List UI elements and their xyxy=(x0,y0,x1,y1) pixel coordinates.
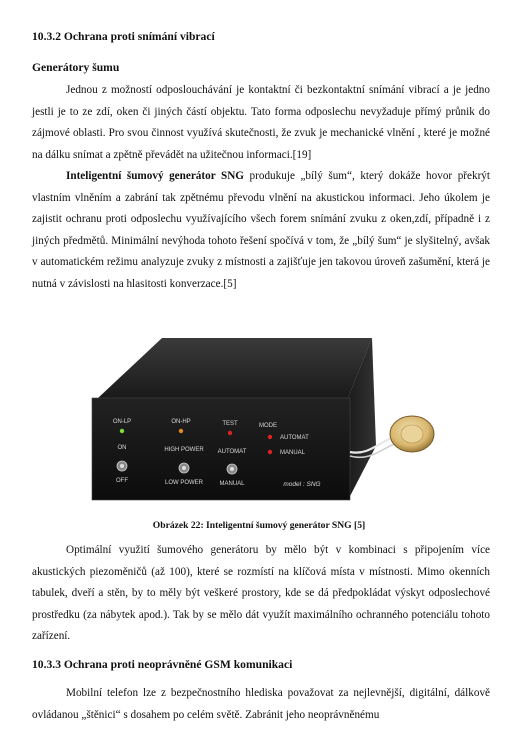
led-label-test: TEST xyxy=(222,421,238,427)
mode-manual-label: MANUAL xyxy=(280,450,306,456)
sng-device-image xyxy=(80,328,440,508)
switch-mode-automat-label: AUTOMAT xyxy=(217,449,247,455)
led-label-on-hp: ON-HP xyxy=(171,419,191,425)
paragraph-piezo: Optimální využití šumového generátoru by mělo být v kombinaci s připojením více akustických piezoměničů (až 100), které se rozmístí na klíčová místa v místnosti. Mimo okenních tabulek, dveří a stěn, by to měly být veškeré prostory, kde se dá předpokládat výskyt odposlechové prostředku (za nábytek apod.). Tak by se mělo dát využít maximálního ochranného potenciálu tohoto zařízení. xyxy=(32,544,490,642)
sng-description: produkuje „bílý šum“, který dokáže hovor překrýt vlastním vlněním a zabrání tak zpětnému převodu vlnění na akustickou informaci. Jeho úkolem je zajistit ochranu proti odposlechu využívajícího všech forem snímání zvuku z oken,zdí, případně i z jiných předmětů. Minimální nevýhoda tohoto řešení spočívá v tom, že „bílý šum“ je slyšitelný, avšak v automatickém režimu analyzuje zvuky z místnosti a zajišťuje jen takovou úroveň zašumění, která je nutná v závislosti na hlasitosti konverzace.[5] xyxy=(32,170,491,290)
toggle-switch-level xyxy=(179,463,189,473)
device-top-face xyxy=(98,338,372,398)
switch-power-on-label: ON xyxy=(117,445,127,451)
subsection-heading: Generátory šumu xyxy=(32,61,120,74)
led-automat xyxy=(268,435,272,439)
paragraph-gsm: Mobilní telefon lze z bezpečnostního hlediska považovat za nejlevnější, digitální, dálkově ovládanou „štěnici“ s dosahem po celém světě. Zabránit jeho neoprávněnému xyxy=(32,687,490,721)
section-heading-10-3-3: 10.3.3 Ochrana proti neoprávněné GSM komunikaci xyxy=(32,658,293,671)
figure-caption: Obrázek 22: Inteligentní šumový generátor SNG [5] xyxy=(152,520,366,531)
led-test xyxy=(228,431,232,435)
paragraph-vibrations: Jednou z možností odposlouchávání je kontaktní či bezkontaktní snímání vibrací a je jedno jestli je to ze zdí, oken či jiných částí objektu. Tato forma odposlechu nevyžaduje přímý průnik do zájmové oblasti. Pro svou činnost využívá skutečnosti, že zvuk je mechanické vlnění , které je možné na dálku snímat a zpětně převádět na užitečnou informaci.[19] xyxy=(32,84,490,161)
switch-mode-manual-label: MANUAL xyxy=(219,481,245,487)
mode-label: MODE xyxy=(259,423,277,429)
led-on-hp xyxy=(179,429,183,433)
switch-power-off-label: OFF xyxy=(116,478,128,484)
section-heading-10-3-2: 10.3.2 Ochrana proti snímání vibrací xyxy=(32,30,215,43)
led-on-lp xyxy=(120,429,124,433)
sng-name: Inteligentní šumový generátor SNG xyxy=(66,170,245,182)
switch-level-low-label: LOW POWER xyxy=(164,480,204,486)
toggle-switch-power xyxy=(117,461,127,471)
led-manual xyxy=(268,450,272,454)
paragraph-sng xyxy=(32,166,490,295)
led-label-on-lp: ON-LP xyxy=(112,419,132,425)
model-label: model : SNG xyxy=(283,481,321,488)
toggle-switch-mode xyxy=(227,464,237,474)
switch-level-high-label: HIGH POWER xyxy=(164,447,204,453)
mode-automat-label: AUTOMAT xyxy=(280,435,309,441)
